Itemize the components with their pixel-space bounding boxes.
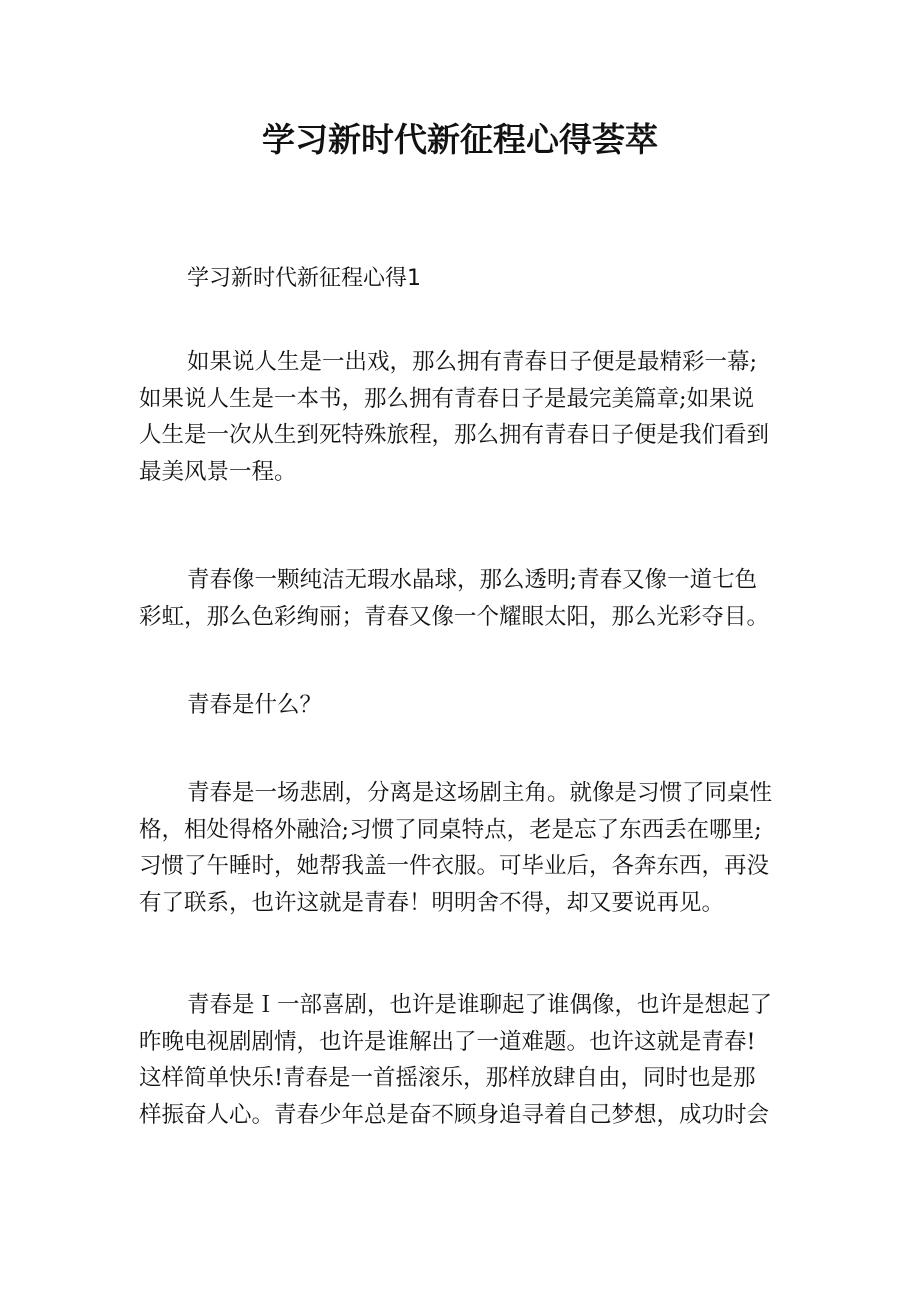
paragraph-line: 青春是Ｉ一部喜剧，也许是谁聊起了谁偶像，也许是想起了 xyxy=(187,992,773,1018)
paragraph-line: 习惯了午睡时，她帮我盖一件衣服。可毕业后，各奔东西，再没 xyxy=(139,853,770,879)
section-heading: 学习新时代新征程心得1 xyxy=(187,266,421,291)
paragraph-line: 如果说人生是一本书，那么拥有青春日子是最完美篇章;如果说 xyxy=(139,385,755,412)
paragraph-line: 最美风景一程。 xyxy=(139,458,297,485)
paragraph-4 xyxy=(139,775,799,921)
paragraph-3 xyxy=(139,687,799,724)
paragraph-5 xyxy=(139,987,799,1133)
paragraph-line: 青春是一场悲剧，分离是这场剧主角。就像是习惯了同桌性 xyxy=(187,780,773,806)
paragraph-2 xyxy=(139,562,799,635)
paragraph-line: 这样简单快乐!青春是一首摇滚乐，那样放肆自由，同时也是那 xyxy=(139,1065,756,1091)
paragraph-line: 格，相处得格外融洽;习惯了同桌特点，老是忘了东西丢在哪里; xyxy=(139,816,762,843)
paragraph-line: 有了联系，也许这就是青春！明明舍不得，却又要说再见。 xyxy=(139,889,725,916)
paragraph-line: 青春像一颗纯洁无瑕水晶球，那么透明;青春又像一道七色 xyxy=(187,567,758,593)
paragraph-line: 昨晚电视剧剧情，也许是谁解出了一道难题。也许这就是青春! xyxy=(139,1028,756,1055)
paragraph-line: 如果说人生是一出戏，那么拥有青春日子便是最精彩一幕; xyxy=(187,349,758,375)
document-title: 学习新时代新征程心得荟萃 xyxy=(262,120,658,159)
paragraph-line: 青春是什么？ xyxy=(187,692,323,718)
paragraph-1 xyxy=(139,344,799,490)
paragraph-line: 彩虹，那么色彩绚丽；青春又像一个耀眼太阳，那么光彩夺目。 xyxy=(139,603,770,630)
paragraph-line: 样振奋人心。青春少年总是奋不顾身追寻着自己梦想，成功时会 xyxy=(139,1101,770,1128)
paragraph-line: 人生是一次从生到死特殊旅程，那么拥有青春日子便是我们看到 xyxy=(139,422,770,448)
